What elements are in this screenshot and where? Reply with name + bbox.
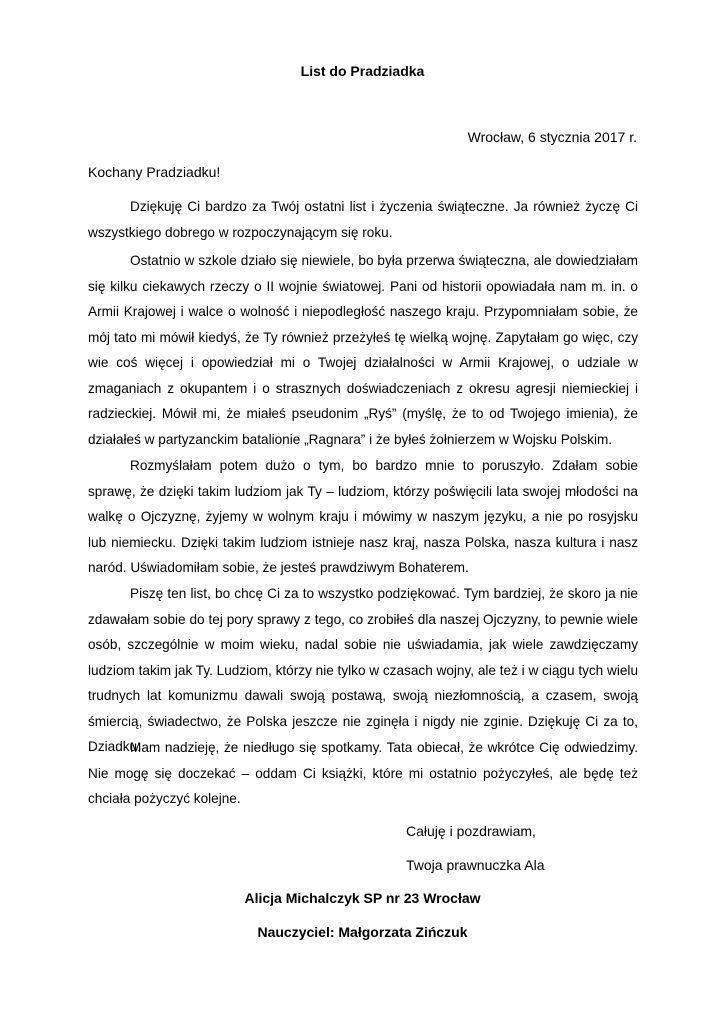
letter-signature: Twoja prawnuczka Ala — [406, 857, 545, 873]
teacher-line: Nauczyciel: Małgorzata Zińczuk — [257, 924, 468, 940]
letter-date: Wrocław, 6 stycznia 2017 r. — [467, 129, 637, 145]
letter-closing: Całuję i pozdrawiam, — [406, 823, 536, 839]
letter-paragraph-2: Ostatnio w szkole działo się niewiele, bo była przerwa świąteczna, ale dowiedziałam się kilku ciekawych rzeczy o II wojnie światowej. Pani od historii opowiadała nam m. in. o Armii Krajowej i walce o wolność i niepodległość naszego kraju. Przypomniałam sobie, że mój tato mi mówił kiedyś, że Ty również przeżyłeś tę wielką wojnę. Zapytałam go więc, czy wie coś więcej i opowiedział mi o Twojej działalności w Armii Krajowej, o udziale w zmaganiach z okupantem i o strasznych doświadczeniach z okresu agresji niemieckiej i radzieckiej. Mówił mi, że miałeś pseudonim „Ryś” (myślę, że to od Twojego imienia), że działałeś w partyzanckim batalionie „Ragnara” i że byłeś żołnierzem w Wojsku Polskim. — [88, 253, 638, 447]
letter-title: List do Pradziadka — [300, 63, 425, 79]
letter-paragraph-4: Piszę ten list, bo chcę Ci za to wszystko podziękować. Tym bardziej, że skoro ja nie zdawałam sobie do tej pory sprawy z tego, co zrobiłeś dla naszej Ojczyzny, to pewnie wiele osób, szczególnie w moim wieku, nadal sobie nie uświadamia, jak wiele zawdzięczamy ludziom takim jak Ty. Ludziom, którzy nie tylko w czasach wojny, ale też i w ciągu tych wielu trudnych lat komunizmu dawali swoją postawą, swoją niezłomnością, a czasem, swoją śmiercią, świadectwo, że Polska jeszcze nie zginęła i nigdy nie zginie. Dziękuję Ci za to, Dziadku. — [88, 586, 639, 754]
author-line: Alicja Michalczyk SP nr 23 Wrocław — [244, 890, 481, 906]
letter-greeting: Kochany Pradziadku! — [88, 164, 221, 180]
letter-paragraph-5: Mam nadzieję, że niedługo się spotkamy. Tata obiecał, że wkrótce Cię odwiedzimy. Nie mogę się doczekać – oddam Ci książki, które mi ostatnio pożyczyłeś, ale będę też chciała pożyczyć kolejne. — [88, 740, 638, 806]
letter-paragraph-1: Dziękuję Ci bardzo za Twój ostatni list i życzenia świąteczne. Ja również życzę Ci wszystkiego dobrego w rozpoczynającym się roku. — [88, 199, 638, 240]
letter-paragraph-3: Rozmyślałam potem dużo o tym, bo bardzo mnie to poruszyło. Zdałam sobie sprawę, że dzięki takim ludziom jak Ty – ludziom, którzy poświęcili lata swojej młodości na walkę o Ojczyznę, żyjemy w wolnym kraju i mówimy w naszym języku, a nie po rosyjsku lub niemiecku. Dzięki takim ludziom istnieje nasz kraj, nasza Polska, nasza kultura i nasz naród. Uświadomiłam sobie, że jesteś prawdziwym Bohaterem. — [88, 458, 638, 575]
